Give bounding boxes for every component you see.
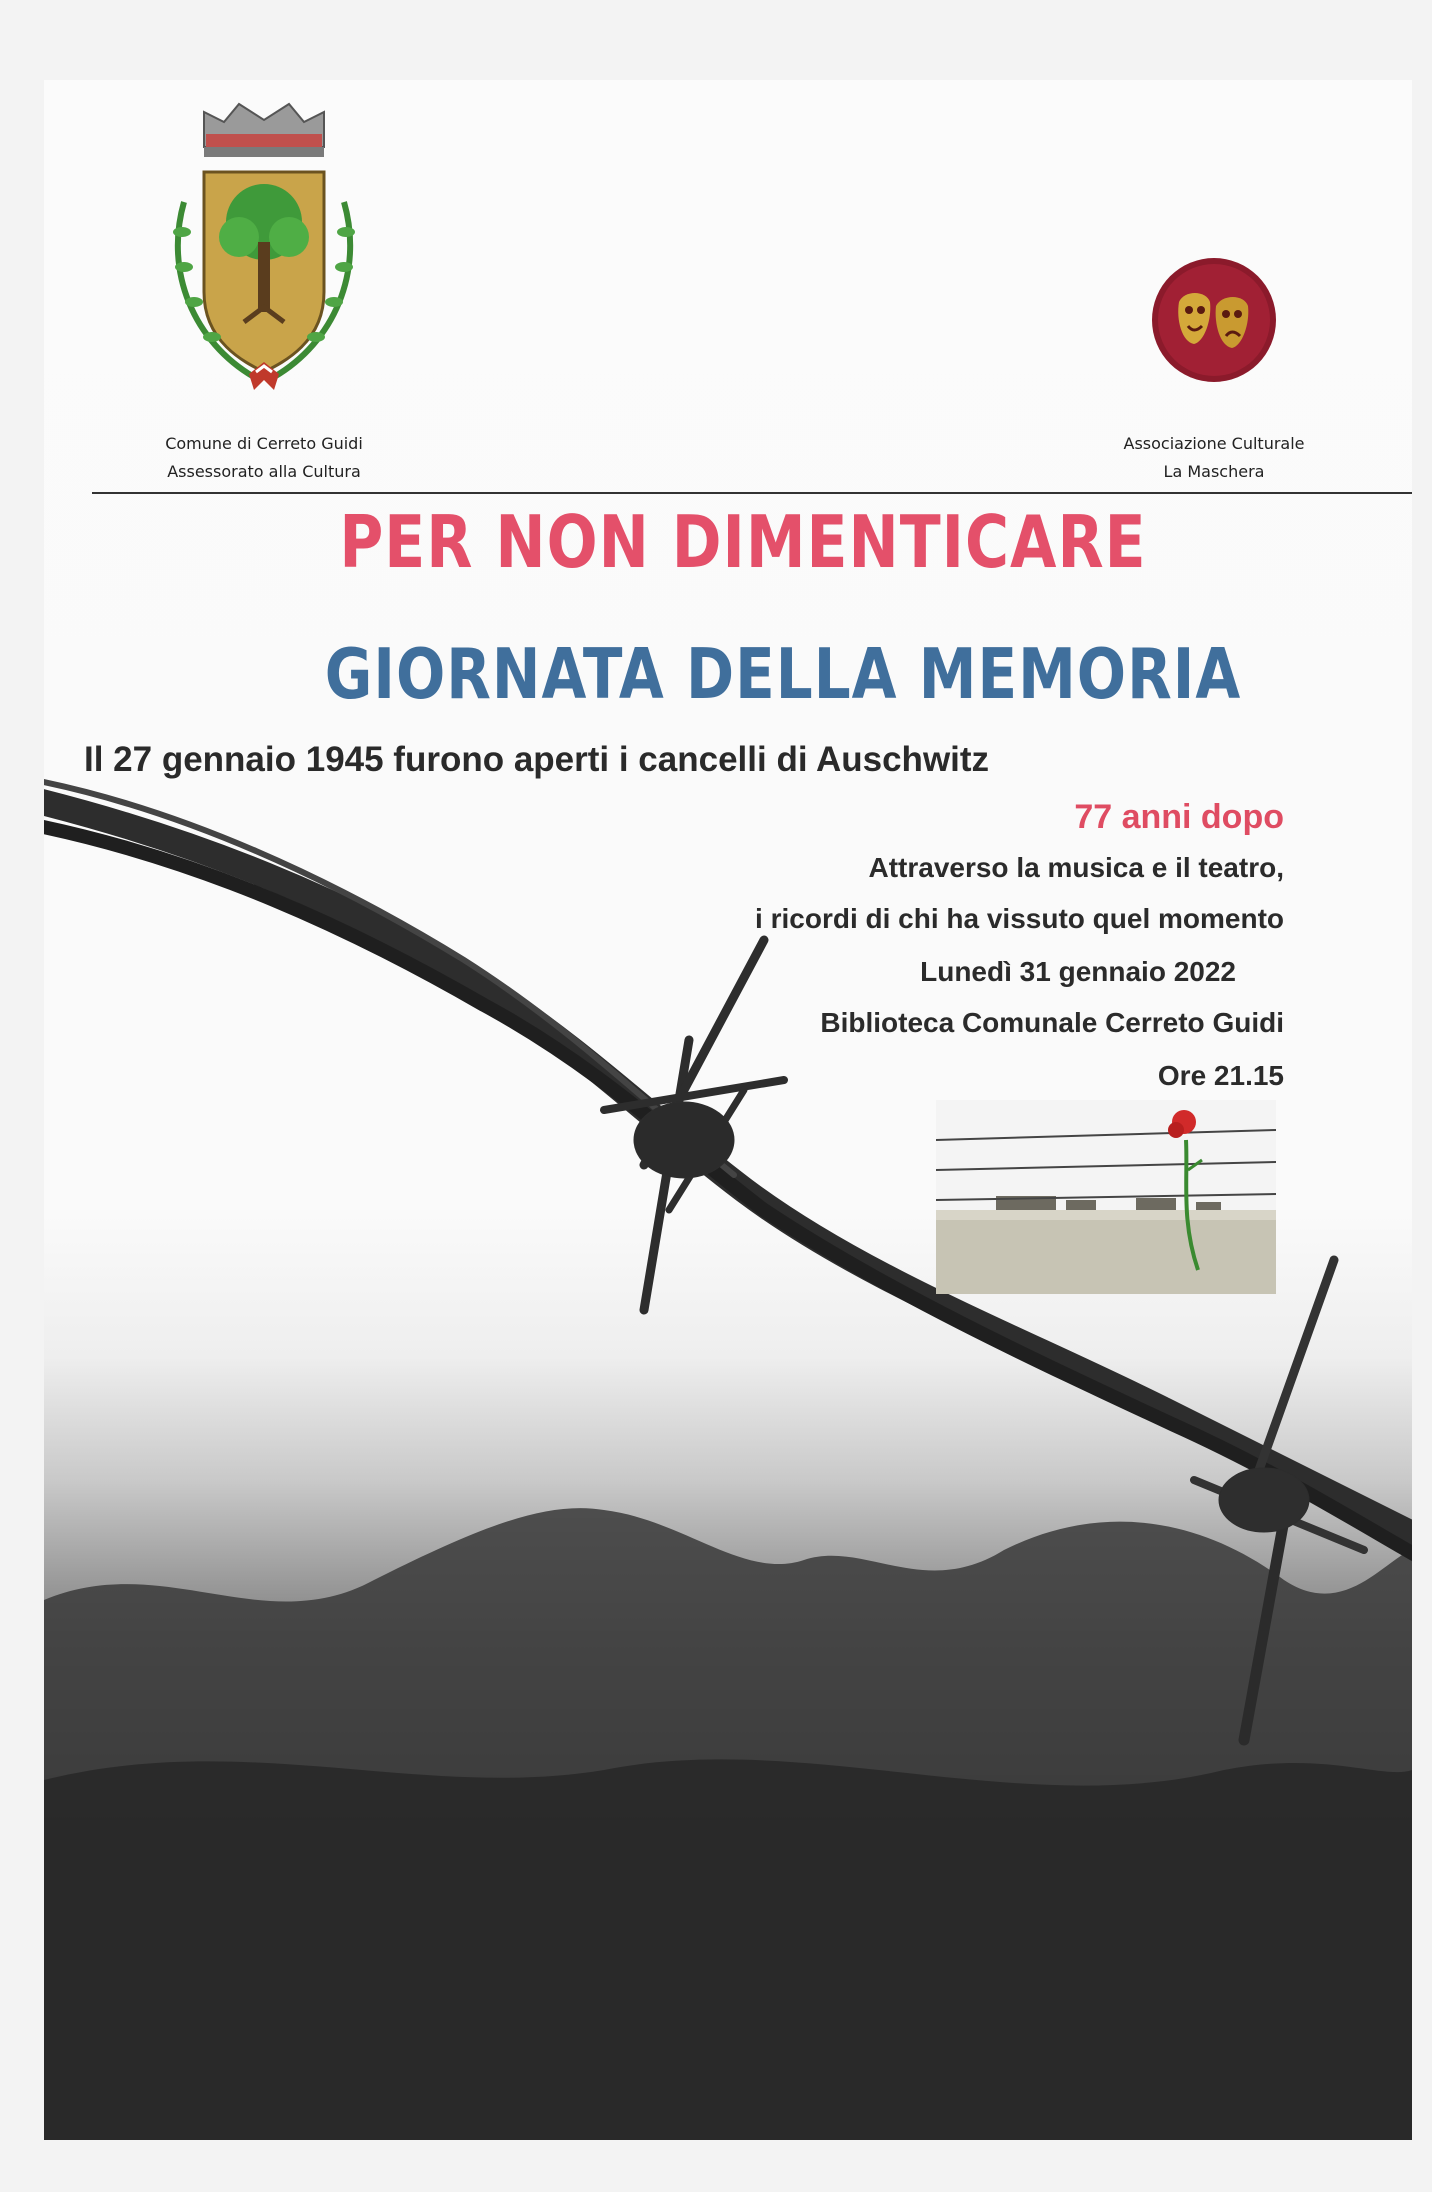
description-line-1: Attraverso la musica e il teatro, <box>868 852 1284 883</box>
years-after-text: 77 anni dopo <box>1074 798 1284 836</box>
municipality-header <box>104 430 424 486</box>
header-divider <box>92 492 1412 494</box>
theatre-masks-icon <box>1144 250 1284 390</box>
association-type: Associazione Culturale <box>1123 434 1305 453</box>
event-date: Lunedì 31 gennaio 2022 <box>920 956 1236 987</box>
municipality-department: Assessorato alla Cultura <box>167 462 361 481</box>
coat-of-arms-icon <box>144 92 384 392</box>
association-name: La Maschera <box>1163 462 1265 481</box>
association-header <box>1054 430 1374 486</box>
description-line-2: i ricordi di chi ha vissuto quel momento <box>755 903 1284 934</box>
event-time: Ore 21.15 <box>1157 1060 1284 1091</box>
red-flower-icon <box>936 1100 1276 1294</box>
poster <box>44 80 1412 2140</box>
main-title: PER NON DIMENTICARE <box>339 501 1147 585</box>
municipality-name: Comune di Cerreto Guidi <box>165 434 363 453</box>
sub-title: GIORNATA DELLA MEMORIA <box>324 633 1242 715</box>
intro-text: Il 27 gennaio 1945 furono aperti i cancelli di Auschwitz <box>84 740 990 779</box>
event-venue: Biblioteca Comunale Cerreto Guidi <box>820 1007 1284 1038</box>
